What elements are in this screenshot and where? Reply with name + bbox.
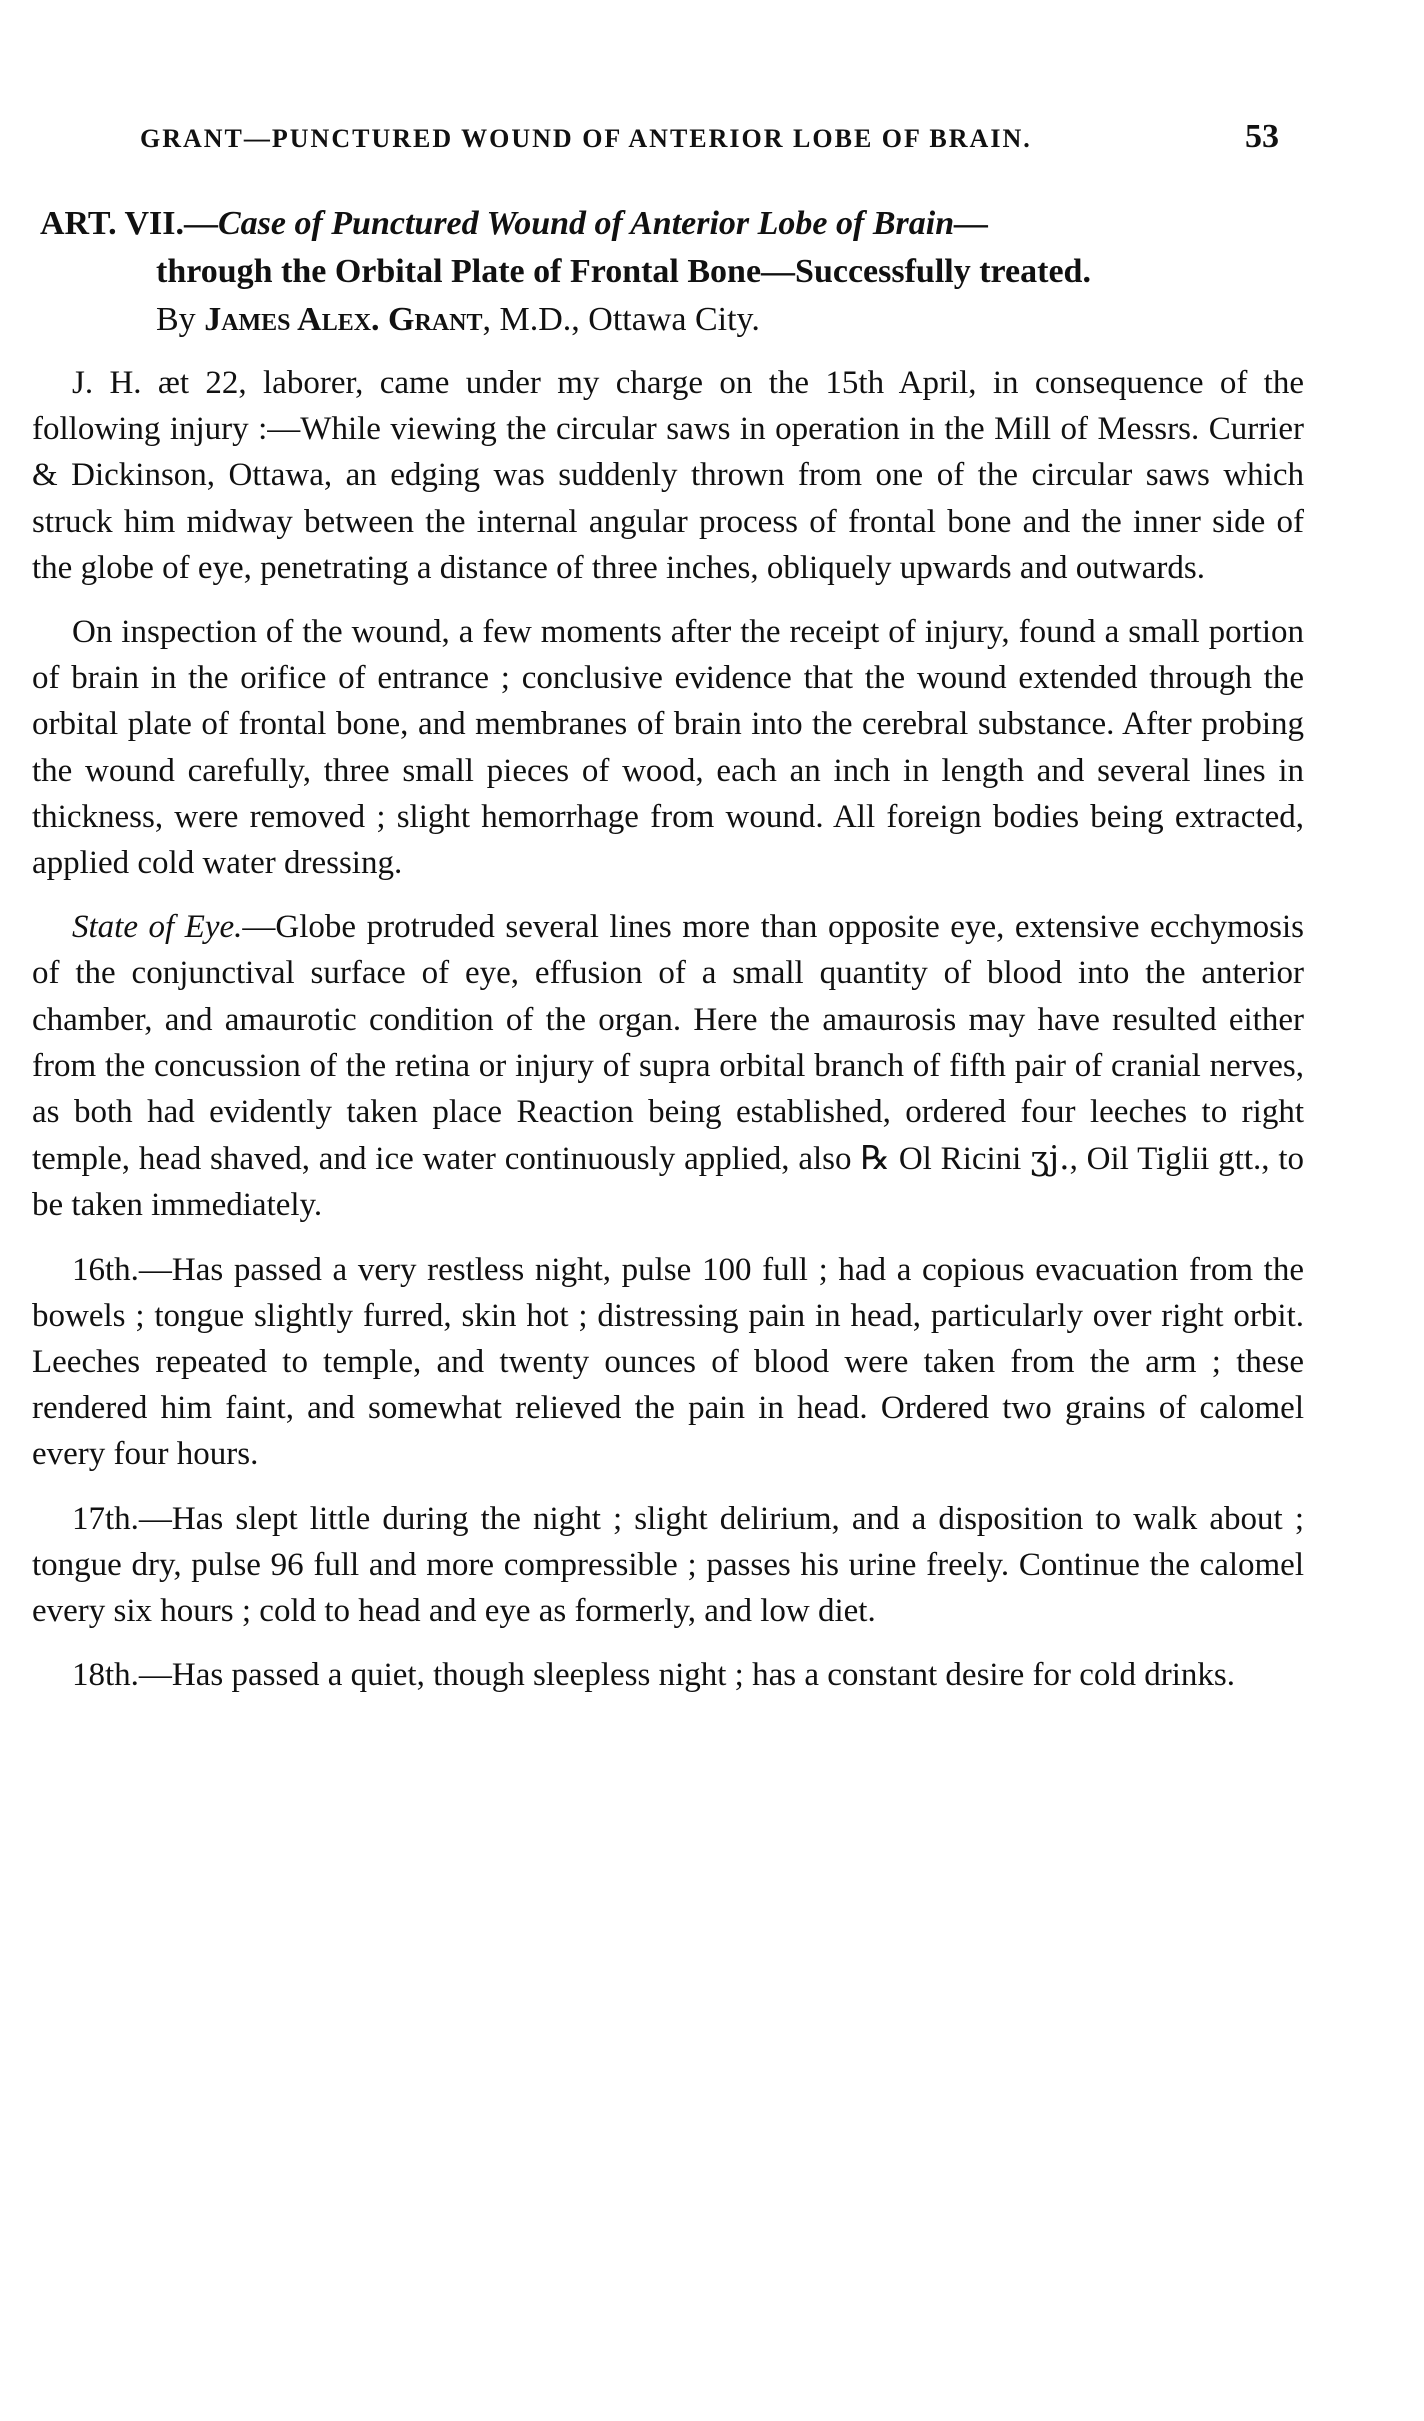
page-number: 53 [1245,118,1279,155]
author-name: James Alex. Grant [204,301,483,338]
state-of-eye-remedy: Ol Ricini [889,1141,1031,1178]
state-of-eye-text: Globe protruded several lines more than opposite eye, extensive ecchymosis of the conjunctival surface of eye, effusion of a small quantity of blood into the anterior chamber, and amaurotic condition of the organ. Here the amaurosis may have resulted either from the concussion of the retina or injury of supra orbital branch of fifth pair of cranial nerves, as both had evidently taken place Reaction being established, ordered four leeches to right temple, head shaved, and ice water continuously applied, also [32,909,1304,1178]
paragraph-inspection: On inspection of the wound, a few moments after the receipt of injury, found a small portion of brain in the orifice of entrance ; conclusive evidence that the wound extended through the orbital plate of frontal bone, and membranes of brain into the cerebral substance. After probing the wound carefully, three small pieces of wood, each an inch in length and several lines in thickness, were removed ; slight hemorrhage from wound. All foreign bodies being extracted, applied cold water dressing. [32,614,1304,882]
paragraph-injury: J. H. æt 22, laborer, came under my charge on the 15th April, in consequence of the following injury :—While viewing the circular saws in operation in the Mill of Messrs. Currier & Dickinson, Ottawa, an edging was suddenly thrown from one of the circular saws which struck him midway between the internal angular process of frontal bone and the inner side of the globe of eye, penetrating a distance of three inches, obliquely upwards and outwards. [32,365,1304,586]
article-title: Case of Punctured Wound of Anterior Lobe of Brain— [217,205,989,242]
article-label: ART. VII.— [40,205,218,242]
byline [40,296,1300,344]
byline-prefix: By [156,301,205,338]
paragraph-17th: 17th.—Has slept little during the night ; slight delirium, and a disposition to walk about ; tongue dry, pulse 96 full and more compressible ; passes his urine freely. Continue the calomel every six hours ; cold to head and eye as formerly, and low diet. [32,1500,1304,1630]
paragraph-18th: 18th.—Has passed a quiet, though sleepless night ; has a constant desire for cold drinks. [72,1657,1236,1694]
paragraph-16th: 16th.—Has passed a very restless night, pulse 100 full ; had a copious evacuation from the bowels ; tongue slightly furred, skin hot ; distressing pain in head, particularly over right orbit. Leeches repeated to temple, and twenty ounces of blood were taken from the arm ; these rendered him faint, and somewhat relieved the pain in head. Ordered two grains of calomel every four hours. [32,1251,1304,1473]
state-of-eye-heading: State of Eye. [72,909,243,946]
running-head: GRANT—PUNCTURED WOUND OF ANTERIOR LOBE OF BRAIN. [140,124,1032,153]
article-title-continuation: through the Orbital Plate of Frontal Bone—Successfully treated. [156,253,1091,290]
paragraph-state-of-eye [32,904,1304,1228]
article-body [32,360,1304,1716]
recipe-symbol: ℞ [860,1141,890,1178]
byline-suffix: , M.D., Ottawa City. [482,301,760,338]
state-of-eye-dash: — [242,909,276,946]
article-heading [40,200,1300,344]
drachm-measure: ʒj. [1030,1138,1070,1178]
state-of-eye-ending: , Oil Tiglii gtt., to be taken immediately. [32,1141,1305,1224]
